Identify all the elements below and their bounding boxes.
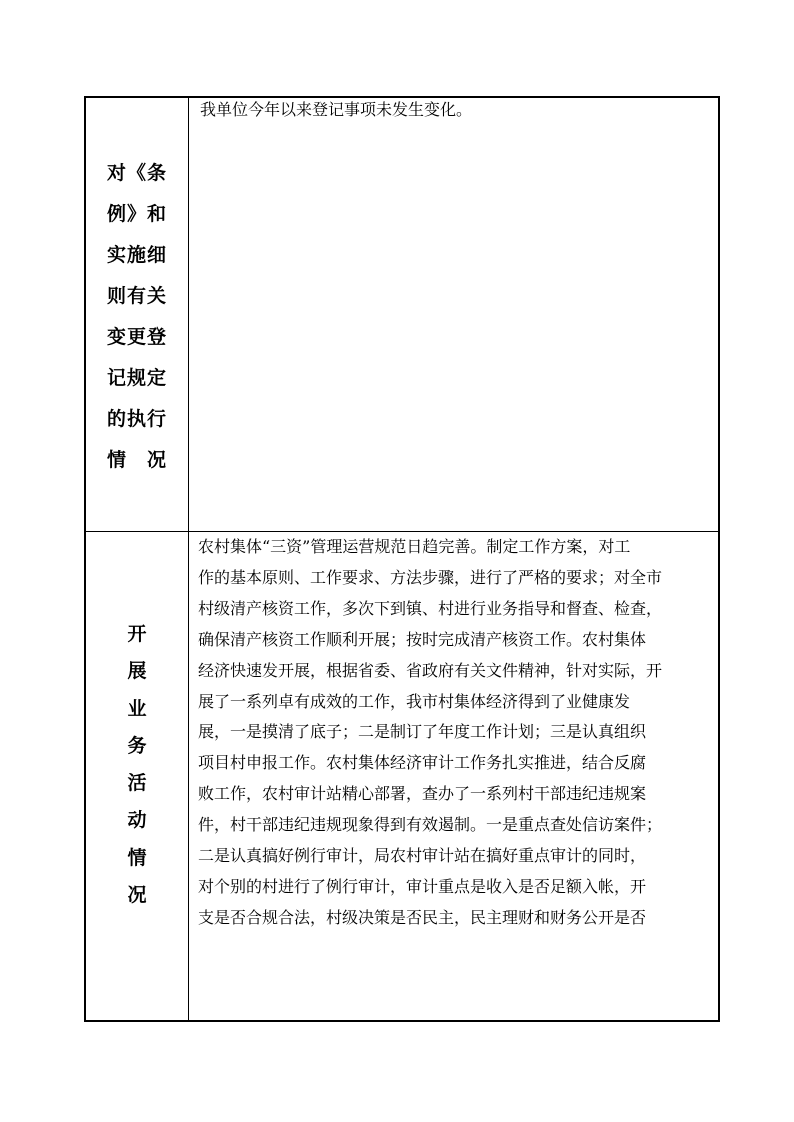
content-cell-registration: [189, 98, 718, 531]
label-line: 动: [127, 809, 147, 832]
content-line: 村级清产核资工作，多次下到镇、村进行业务指导和督查、检查，: [198, 598, 663, 618]
content-line: 支是否合规合法，村级决策是否民主，民主理财和财务公开是否: [198, 907, 647, 927]
label-line: 开: [127, 623, 147, 645]
content-line: 二是认真搞好例行审计，局农村审计站在搞好重点审计的同时，: [198, 846, 647, 866]
content-line: 作的基本原则、工作要求、方法步骤，进行了严格的要求；对全市: [198, 567, 663, 587]
form-table: [84, 96, 720, 1022]
row-label-activities: [86, 616, 188, 914]
label-line: 实施细: [106, 244, 167, 266]
content-line: 败工作，农村审计站精心部署，查办了一系列村干部违纪违规案: [198, 784, 647, 804]
label-line: 例》和: [106, 203, 167, 225]
content-line: 件，村干部违纪违规现象得到有效遏制。一是重点查处信访案件；: [198, 815, 663, 835]
label-line: 展: [127, 660, 147, 683]
content-line: 经济快速发开展，根据省委、省政府有关文件精神，针对实际，开: [198, 660, 663, 680]
table-row-activities: [86, 532, 718, 1022]
activities-content: [198, 532, 708, 934]
label-line: 情: [127, 846, 147, 869]
content-line: 农村集体“三资”管理运营规范日趋完善。制定工作方案，对工: [198, 537, 631, 556]
label-line: 务: [127, 734, 147, 757]
label-line: 记规定: [106, 367, 167, 389]
content-line: 对个别的村进行了例行审计，审计重点是收入是否足额入帐，开: [198, 876, 647, 896]
content-line: 项目村申报工作。农村集体经济审计工作务扎实推进，结合反腐: [198, 753, 647, 773]
label-cell-activities: [86, 532, 189, 1022]
label-line: 情 况: [106, 449, 167, 471]
label-line: 活: [127, 772, 147, 795]
content-line: 确保清产核资工作顺利开展；按时完成清产核资工作。农村集体: [198, 629, 647, 649]
table-row-registration: [86, 98, 718, 532]
label-line: 业: [127, 697, 147, 720]
content-line: 展，一是摸清了底子；二是制订了年度工作计划；三是认真组织: [198, 722, 647, 742]
registration-content: 我单位今年以来登记事项未发生变化。: [200, 100, 473, 119]
content-cell-activities: [189, 532, 718, 1022]
label-line: 的执行: [106, 408, 167, 430]
label-line: 对《条: [106, 162, 167, 184]
row-label-registration: [86, 153, 188, 481]
label-line: 变更登: [106, 326, 167, 348]
label-line: 况: [127, 884, 147, 907]
label-cell-registration: [86, 98, 189, 531]
content-line: 展了一系列卓有成效的工作，我市村集体经济得到了业健康发: [198, 691, 631, 711]
label-line: 则有关: [106, 285, 167, 307]
